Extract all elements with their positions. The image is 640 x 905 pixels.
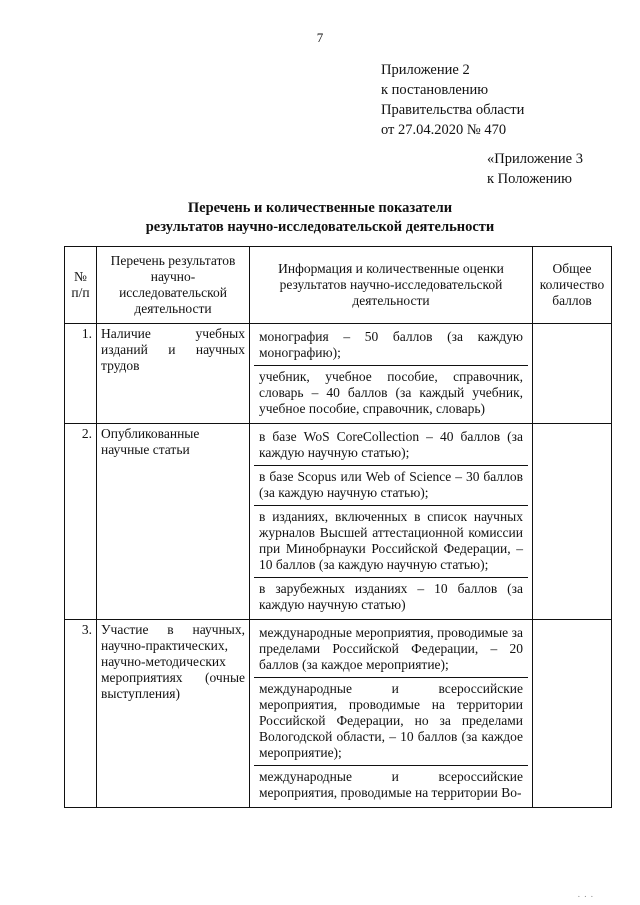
title-line: Перечень и количественные показатели bbox=[187, 200, 453, 216]
page-number: 7 bbox=[316, 30, 324, 45]
header-info: Информация и количественные оценки результатов научно-исследовательской деятельности bbox=[250, 247, 533, 324]
appendix-ref-line: к Положению bbox=[487, 171, 572, 187]
info-item: международные и всероссийские мероприятия, проводимые на территории Во- bbox=[254, 765, 528, 805]
appendix-line: Правительства области bbox=[381, 102, 525, 118]
row-info bbox=[250, 620, 533, 808]
row-name: Участие в научных, научно-практических, научно-методических мероприятиях (очные выступления) bbox=[97, 620, 250, 808]
row-total bbox=[533, 620, 612, 808]
header-num: № п/п bbox=[65, 247, 97, 324]
row-number: 1. bbox=[65, 324, 97, 424]
row-number: 2. bbox=[65, 424, 97, 620]
appendix-ref-block bbox=[487, 149, 583, 189]
row-name: Опубликованные научные статьи bbox=[97, 424, 250, 620]
info-item: монография – 50 баллов (за каждую монографию); bbox=[259, 329, 523, 360]
row-info bbox=[250, 424, 533, 620]
info-item: международные мероприятия, проводимые за пределами Российской Федерации, – 20 баллов (за каждое мероприятие); bbox=[259, 625, 523, 672]
scan-mark: . . . bbox=[577, 889, 594, 899]
table-row bbox=[65, 424, 612, 620]
table-header-row bbox=[65, 247, 612, 324]
header-total: Общее количество баллов bbox=[533, 247, 612, 324]
row-info bbox=[250, 324, 533, 424]
info-item: в изданиях, включенных в список научных журналов Высшей аттестационной комиссии при Минобрнауки Российской Федерации, – 10 баллов (за каждую научную статью); bbox=[254, 505, 528, 577]
info-item: учебник, учебное пособие, справочник, словарь – 40 баллов (за каждый учебник, учебное пособие, справочник, словарь) bbox=[254, 365, 528, 421]
appendix-line: от 27.04.2020 № 470 bbox=[381, 122, 507, 138]
results-table bbox=[64, 246, 612, 808]
appendix-ref-line: «Приложение 3 bbox=[487, 151, 583, 167]
appendix-line: к постановлению bbox=[381, 82, 489, 98]
info-item: международные и всероссийские мероприятия, проводимые на территории Российской Федерации, но за пределами Вологодской области, – 10 баллов (за каждое мероприятие); bbox=[254, 677, 528, 765]
table-row bbox=[65, 620, 612, 808]
info-item: в базе WoS CoreCollection – 40 баллов (за каждую научную статью); bbox=[259, 429, 523, 460]
title-line: результатов научно-исследовательской деятельности bbox=[145, 219, 495, 235]
appendix-line: Приложение 2 bbox=[381, 62, 470, 78]
row-number: 3. bbox=[65, 620, 97, 808]
document-title bbox=[0, 199, 640, 237]
header-name: Перечень результатов научно-исследовательской деятельности bbox=[97, 247, 250, 324]
info-item: в базе Scopus или Web of Science – 30 баллов (за каждую научную статью); bbox=[254, 465, 528, 505]
row-name: Наличие учебных изданий и научных трудов bbox=[97, 324, 250, 424]
appendix-block bbox=[381, 60, 524, 140]
row-total bbox=[533, 424, 612, 620]
table-row bbox=[65, 324, 612, 424]
info-item: в зарубежных изданиях – 10 баллов (за каждую научную статью) bbox=[254, 577, 528, 617]
row-total bbox=[533, 324, 612, 424]
